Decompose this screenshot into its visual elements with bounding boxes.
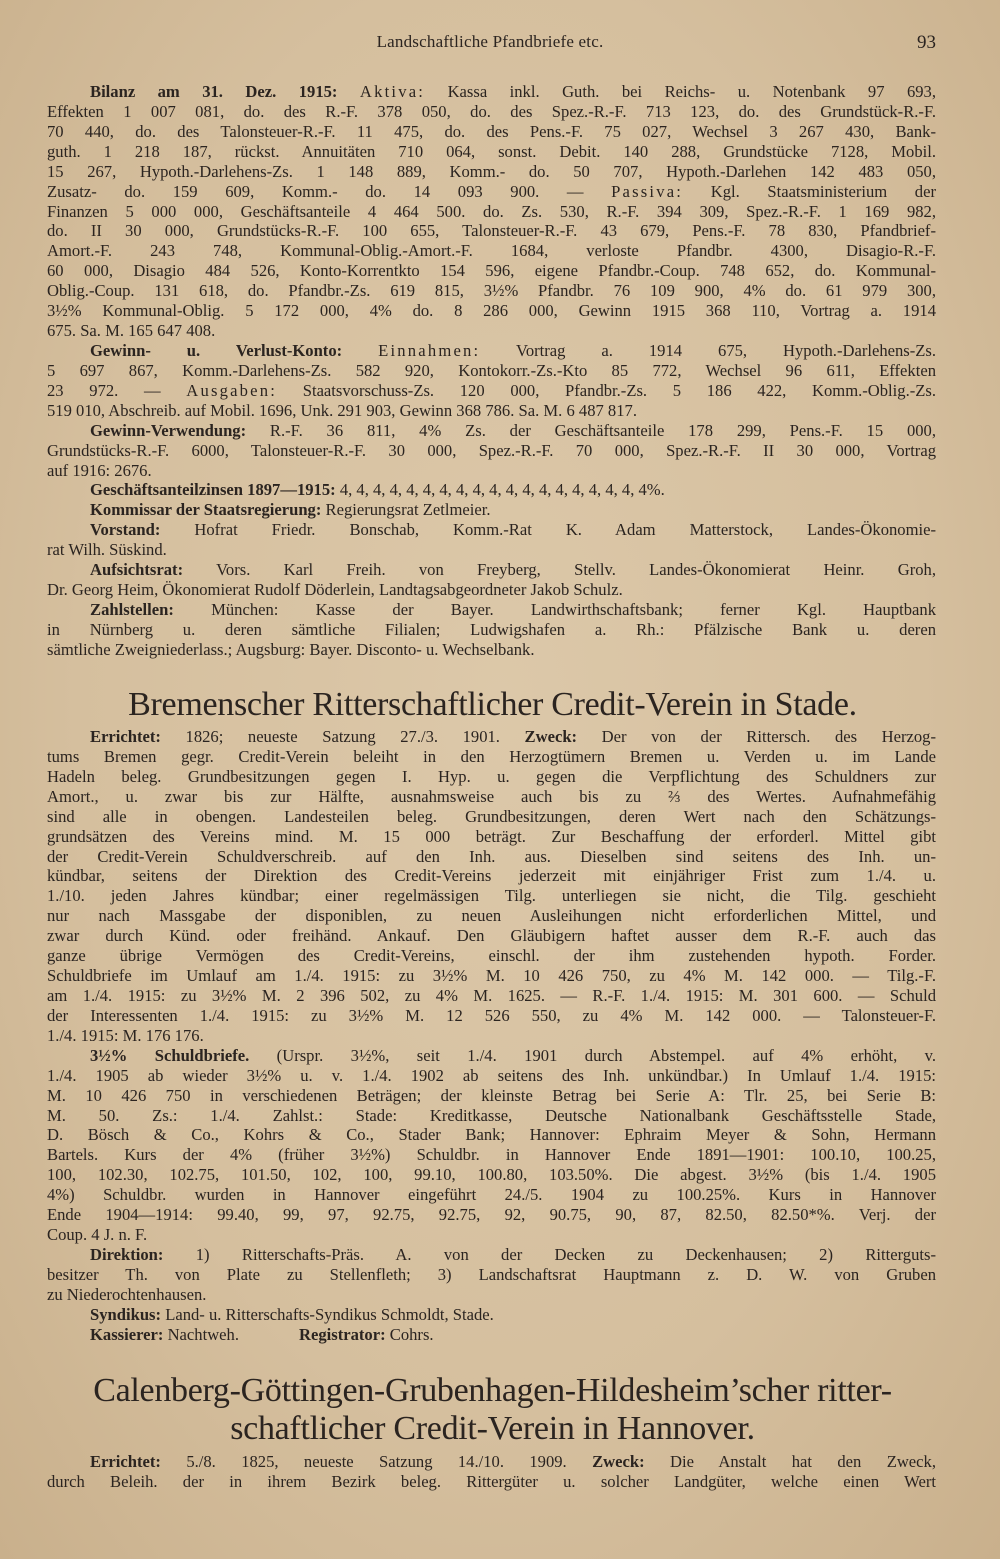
paragraph bbox=[47, 500, 936, 520]
text-segment: Effekten 1 007 081, do. des R.-F. 378 050, do. des Spez.-R.-F. 713 123, do. des Grundstück-R.-F. bbox=[47, 101, 936, 121]
text-segment: Vortrag a. 1914 675, Hypoth.-Darlehens-Zs. bbox=[480, 340, 936, 360]
paragraph bbox=[47, 1245, 936, 1305]
text-line bbox=[47, 1245, 936, 1265]
text-segment: am 1./4. 1915: zu 3½% M. 2 396 502, zu 4% M. 1625. — R.-F. 1./4. 1915: M. 301 600. — Schuld bbox=[47, 985, 936, 1005]
text-segment: 60 000, Disagio 484 526, Konto-Korrentkto 154 596, eigene Pfandbr.-Coup. 748 652, do. Kommunal- bbox=[47, 261, 936, 281]
text-segment: 1) Ritterschafts-Präs. A. von der Decken zu Deckenhausen; 2) Ritterguts- bbox=[163, 1244, 936, 1264]
bold-label: Zahlstellen: bbox=[90, 599, 174, 619]
text-line bbox=[47, 341, 936, 361]
text-line bbox=[47, 1305, 936, 1325]
text-segment: guth. 1 218 187, rückst. Annuitäten 710 064, sonst. Debit. 140 288, Grundstücke 7128, Mobil. bbox=[47, 141, 936, 161]
text-segment: Cohrs. bbox=[385, 1324, 434, 1344]
paragraph bbox=[47, 520, 936, 560]
text-line bbox=[47, 1165, 936, 1185]
text-segment: Die Anstalt hat den Zweck, bbox=[644, 1452, 936, 1471]
text-line bbox=[47, 142, 936, 162]
paragraph bbox=[47, 600, 936, 660]
paragraph bbox=[47, 1452, 936, 1492]
text-segment: sämtliche Zweigniederlass.; Augsburg: Bayer. Disconto- u. Wechselbank. bbox=[47, 639, 535, 659]
text-segment: der Interessenten 1./4. 1915: zu 3½% M. 12 526 550, zu 4% M. 142 000. — Talonsteuer-F. bbox=[47, 1005, 936, 1025]
section-bavarian-pfandbrief-bank bbox=[47, 82, 936, 660]
text-segment: 4%) Schuldbr. wurden in Hannover eingeführt 24./5. 1904 zu 100.25%. Kurs in Hannover bbox=[47, 1185, 936, 1205]
text-line bbox=[47, 480, 936, 500]
text-segment: Grundstücks-R.-F. 6000, Talonsteuer-R.-F. 30 000, Spez.-R.-F. 70 000, Spez.-R.-F. II 30 000, Vortrag bbox=[47, 440, 936, 460]
text-line bbox=[47, 281, 936, 301]
text-segment: durch Beleih. der in ihrem Bezirk beleg. Rittergüter u. solcher Landgüter, welche einen Wert bbox=[47, 1471, 936, 1491]
bold-label: Errichtet: bbox=[90, 1452, 161, 1471]
bold-label: 3½% Schuldbriefe. bbox=[90, 1045, 250, 1065]
text-line bbox=[47, 500, 936, 520]
text-segment: Hofrat Friedr. Bonschab, Komm.-Rat K. Adam Matterstock, Landes-Ökonomie- bbox=[160, 520, 936, 540]
text-line bbox=[47, 202, 936, 222]
text-line bbox=[47, 1086, 936, 1106]
text-line bbox=[47, 866, 936, 886]
text-line bbox=[47, 1006, 936, 1026]
bold-label: Bilanz am 31. Dez. 1915: bbox=[90, 82, 338, 101]
text-segment: Ende 1904—1914: 99.40, 99, 97, 92.75, 92.75, 92, 90.75, 90, 87, 82.50, 82.50*%. Verj. der bbox=[47, 1205, 936, 1225]
text-segment: do. II 30 000, Grundstücks-R.-F. 100 655, Talonsteuer-R.-F. 43 679, Pens.-F. 78 830, Pfandbrief- bbox=[47, 221, 936, 241]
heading-line: Calenberg-Göttingen-Grubenhagen-Hildesheim’scher ritter- bbox=[93, 1372, 892, 1409]
text-segment: M. 50. Zs.: 1./4. Zahlst.: Stade: Kreditkasse, Deutsche Nationalbank Geschäftsstelle Stade, bbox=[47, 1105, 936, 1125]
text-line bbox=[47, 640, 936, 660]
text-segment: 1826; neueste Satzung 27./3. 1901. bbox=[160, 727, 525, 746]
text-segment: besitzer Th. von Plate zu Stellenfleth; 3) Landschaftsrat Hauptmann z. D. W. von Gruben bbox=[47, 1264, 936, 1284]
text-segment: in Nürnberg u. deren sämtliche Filialen; Ludwigshafen a. Rh.: Pfälzische Bank u. deren bbox=[47, 619, 936, 639]
text-line bbox=[47, 540, 936, 560]
text-segment: 5./8. 1825, neueste Satzung 14./10. 1909. bbox=[160, 1452, 593, 1471]
paragraph bbox=[47, 727, 936, 1046]
text-line bbox=[47, 807, 936, 827]
text-line bbox=[47, 401, 936, 421]
text-segment: 3½% Kommunal-Oblig. 5 172 000, 4% do. 8 286 000, Gewinn 1915 368 110, Vortrag a. 1914 bbox=[47, 301, 936, 321]
bold-label: Ausgaben: bbox=[186, 380, 278, 400]
text-segment: Zusatz- do. 159 609, Komm.- do. 14 093 900. — bbox=[47, 181, 612, 201]
text-segment: sind alle in obengen. Landesteilen beleg. Grundbesitzungen, deren Wert nach den Schätzungs- bbox=[47, 806, 936, 826]
heading-calenberg-credit-verein bbox=[40, 1372, 945, 1448]
text-segment: Oblig.-Coup. 131 618, do. Pfandbr.-Zs. 619 815, 3½% Pfandbr. 76 109 900, 4% do. 61 979 300, bbox=[47, 281, 936, 301]
text-segment: Bartels. Kurs der 4% (früher 3½%) Schuldbr. in Hannover Ende 1891—1901: 100.10, 100.25, bbox=[47, 1145, 936, 1165]
paragraph bbox=[47, 1325, 936, 1345]
text-segment: grundsätzen des Vereins mind. M. 15 000 beträgt. Zur Beschaffung der erforderl. Mittel gibt bbox=[47, 826, 936, 846]
text-line bbox=[47, 1452, 936, 1472]
text-segment: R.-F. 36 811, 4% Zs. der Geschäftsanteile 178 299, Pens.-F. 15 000, bbox=[246, 420, 936, 440]
bold-label: Gewinn- u. Verlust-Konto: bbox=[90, 340, 343, 360]
text-line bbox=[47, 1046, 936, 1066]
heading-line: schaftlicher Credit-Verein in Hannover. bbox=[230, 1410, 755, 1447]
text-line bbox=[47, 1125, 936, 1145]
paragraph bbox=[47, 341, 936, 421]
text-segment: München: Kasse der Bayer. Landwirthschaftsbank; ferner Kgl. Hauptbank bbox=[173, 599, 936, 619]
text-line bbox=[47, 1145, 936, 1165]
text-line bbox=[47, 361, 936, 381]
text-segment: 4, 4, 4, 4, 4, 4, 4, 4, 4, 4, 4, 4, 4, 4, 4, 4, 4, 4, 4%. bbox=[335, 480, 665, 500]
text-segment bbox=[337, 82, 359, 101]
text-segment: ganze übrige Vermögen des Credit-Vereins, einschl. der ihm zustehenden hypoth. Forder. bbox=[47, 946, 936, 966]
text-line bbox=[47, 906, 936, 926]
text-segment: Kgl. Staatsministerium der bbox=[683, 181, 936, 201]
text-line bbox=[47, 1225, 936, 1245]
text-segment: Amort., u. zwar bis zur Hälfte, ausnahmsweise auch bis zu ⅔ des Wertes. Aufnahmefähig bbox=[47, 786, 936, 806]
text-segment: tums Bremen gegr. Credit-Verein beleiht in den Herzogtümern Bremen u. Verden u. im Lande bbox=[47, 746, 936, 766]
text-segment: 15 267, Hypoth.-Darlehens-Zs. 1 148 889, Komm.- do. 50 707, Hypoth.-Darlehen 142 483 050, bbox=[47, 161, 936, 181]
text-line bbox=[47, 122, 936, 142]
bold-label: Direktion: bbox=[90, 1244, 164, 1264]
text-line bbox=[47, 102, 936, 122]
text-line bbox=[47, 461, 936, 481]
text-line bbox=[47, 241, 936, 261]
text-segment: Dr. Georg Heim, Ökonomierat Rudolf Döderlein, Landtagsabgeordneter Jakob Schulz. bbox=[47, 580, 623, 600]
text-segment: zu Niederochtenhausen. bbox=[47, 1284, 207, 1304]
text-line bbox=[47, 321, 936, 341]
text-segment: Finanzen 5 000 000, Geschäftsanteile 4 464 500. do. Zs. 530, R.-F. 394 309, Spez.-R.-F. 1 169 982, bbox=[47, 201, 936, 221]
text-line bbox=[47, 1205, 936, 1225]
text-segment: 1./4. 1915: M. 176 176. bbox=[47, 1025, 204, 1045]
heading-bremenscher-credit-verein bbox=[40, 686, 945, 724]
text-segment: nur nach Massgabe der disponiblen, zu neuen Ausleihungen nicht erforderlichen Mittel, und bbox=[47, 906, 936, 926]
text-segment: Coup. 4 J. n. F. bbox=[47, 1225, 148, 1245]
text-segment: M. 10 426 750 in verschiedenen Beträgen; der kleinste Betrag bei Serie A: Tlr. 25, bei Serie B: bbox=[47, 1085, 936, 1105]
text-line bbox=[47, 1066, 936, 1086]
text-line bbox=[47, 301, 936, 321]
bold-label: Registrator: bbox=[299, 1324, 386, 1344]
page-number: 93 bbox=[917, 32, 936, 53]
text-line bbox=[47, 827, 936, 847]
text-segment: zwar durch Künd. oder freihänd. Ankauf. Den Gläubigern haftet ausser dem R.-F. auch das bbox=[47, 926, 936, 946]
text-line bbox=[47, 261, 936, 281]
bold-label: Passiva: bbox=[611, 181, 684, 201]
bold-label: Zweck: bbox=[592, 1452, 645, 1471]
text-segment: rat Wilh. Süskind. bbox=[47, 540, 167, 560]
text-line bbox=[47, 1106, 936, 1126]
text-segment: Land- u. Ritterschafts-Syndikus Schmoldt, Stade. bbox=[161, 1304, 494, 1324]
text-line bbox=[47, 520, 936, 540]
text-segment: 675. Sa. M. 165 647 408. bbox=[47, 321, 216, 341]
text-line bbox=[47, 787, 936, 807]
paragraph bbox=[47, 1046, 936, 1245]
text-line bbox=[47, 381, 936, 401]
text-line bbox=[47, 966, 936, 986]
bold-label: Syndikus: bbox=[90, 1304, 162, 1324]
text-line bbox=[47, 767, 936, 787]
text-segment: Schuldbriefe im Umlauf am 1./4. 1915: zu 3½% M. 10 426 750, zu 4% M. 142 000. — Tilg.-F. bbox=[47, 966, 936, 986]
text-segment: 5 697 867, Komm.-Darlehens-Zs. 582 920, Kontokorr.-Zs.-Kto 85 772, Wechsel 96 611, Effekten bbox=[47, 360, 936, 380]
text-line bbox=[47, 441, 936, 461]
text-line bbox=[47, 1026, 936, 1046]
text-segment: Regierungsrat Zetlmeier. bbox=[321, 500, 491, 520]
text-line bbox=[47, 421, 936, 441]
text-segment: D. Bösch & Co., Kohrs & Co., Stader Bank; Hannover: Ephraim Meyer & Sohn, Hermann bbox=[47, 1125, 936, 1145]
text-segment: 1./10. jeden Jahres kündbar; einer regelmässigen Tilg. unterliegen sie nicht, die Tilg. geschieht bbox=[47, 886, 936, 906]
running-header bbox=[0, 32, 1000, 54]
text-segment: 23 972. — bbox=[47, 380, 187, 400]
text-line bbox=[47, 1472, 936, 1492]
bold-label: Aktiva: bbox=[359, 82, 426, 101]
bold-label: Vorstand: bbox=[90, 520, 161, 540]
text-segment: Staatsvorschuss-Zs. 120 000, Pfandbr.-Zs. 5 186 422, Komm.-Oblig.-Zs. bbox=[277, 380, 936, 400]
text-segment: der Credit-Verein Schuldverschreib. auf den Inh. aus. Dieselben sind seitens des Inh. un- bbox=[47, 846, 936, 866]
paragraph bbox=[47, 82, 936, 341]
text-line bbox=[47, 747, 936, 767]
section-bremenscher-credit-verein bbox=[47, 727, 936, 1345]
text-segment: Kassa inkl. Guth. bei Reichs- u. Notenbank 97 693, bbox=[425, 82, 936, 101]
text-segment: 100, 102.30, 102.75, 101.50, 102, 100, 99.10, 100.80, 103.50%. Die abgest. 3½% (bis 1./4. 1905 bbox=[47, 1165, 936, 1185]
text-segment: Amort.-F. 243 748, Kommunal-Oblig.-Amort.-F. 1684, verloste Pfandbr. 4300, Disagio-R.-F. bbox=[47, 241, 936, 261]
text-segment: Nachtweh. bbox=[163, 1324, 239, 1344]
text-segment: 519 010, Abschreib. auf Mobil. 1696, Unk. 291 903, Gewinn 368 786. Sa. M. 6 487 817. bbox=[47, 400, 637, 420]
text-line bbox=[47, 986, 936, 1006]
text-segment: Vors. Karl Freih. von Freyberg, Stellv. Landes-Ökonomierat Heinr. Groh, bbox=[183, 560, 936, 580]
text-segment: (Urspr. 3½%, seit 1./4. 1901 durch Abstempel. auf 4% erhöht, v. bbox=[249, 1045, 936, 1065]
bold-label: Geschäftsanteilzinsen 1897—1915: bbox=[90, 480, 336, 500]
bold-label: Kommissar der Staatsregierung: bbox=[90, 500, 322, 520]
paragraph bbox=[47, 421, 936, 481]
text-line bbox=[47, 182, 936, 202]
text-line bbox=[47, 886, 936, 906]
text-line bbox=[47, 926, 936, 946]
text-line bbox=[47, 847, 936, 867]
heading-line: Bremenscher Ritterschaftlicher Credit-Verein in Stade. bbox=[128, 686, 857, 723]
text-segment: Hadeln beleg. Grundbesitzungen gegen I. Hyp. u. gegen die Verpflichtung des Schuldners zur bbox=[47, 766, 936, 786]
paragraph bbox=[47, 560, 936, 600]
text-segment: 1./4. 1905 ab wieder 3½% u. v. 1./4. 1902 ab seitens des Inh. unkündbar.) In Umlauf 1./4. 1915: bbox=[47, 1065, 936, 1085]
text-line bbox=[47, 162, 936, 182]
bold-label: Zweck: bbox=[524, 727, 578, 746]
text-line bbox=[47, 221, 936, 241]
section-calenberg-credit-verein bbox=[47, 1452, 936, 1492]
bold-label: Errichtet: bbox=[90, 727, 161, 746]
text-line bbox=[47, 580, 936, 600]
running-title: Landschaftliche Pfandbriefe etc. bbox=[376, 32, 604, 51]
bold-label: Kassierer: bbox=[90, 1324, 164, 1344]
text-line bbox=[47, 1265, 936, 1285]
bold-label: Gewinn-Verwendung: bbox=[90, 420, 247, 440]
text-line bbox=[47, 1185, 936, 1205]
text-segment bbox=[342, 341, 378, 360]
bold-label: Einnahmen: bbox=[378, 340, 481, 360]
text-line bbox=[47, 620, 936, 640]
text-line bbox=[47, 946, 936, 966]
text-line bbox=[47, 560, 936, 580]
text-segment: auf 1916: 2676. bbox=[47, 460, 152, 480]
text-line bbox=[47, 1325, 936, 1345]
text-line bbox=[47, 600, 936, 620]
paragraph bbox=[47, 480, 936, 500]
text-segment: 70 440, do. des Talonsteuer-R.-F. 11 475, do. des Pens.-F. 75 027, Wechsel 3 267 430, Bank- bbox=[47, 121, 936, 141]
paragraph bbox=[47, 1305, 936, 1325]
bold-label: Aufsichtsrat: bbox=[90, 560, 184, 580]
text-segment: kündbar, seitens der Direktion des Credit-Vereins jederzeit mit einjähriger Frist zum 1./4. u. bbox=[47, 866, 936, 886]
text-line bbox=[47, 82, 936, 102]
text-segment: Der von der Rittersch. des Herzog- bbox=[577, 727, 936, 746]
text-line bbox=[47, 727, 936, 747]
text-line bbox=[47, 1285, 936, 1305]
